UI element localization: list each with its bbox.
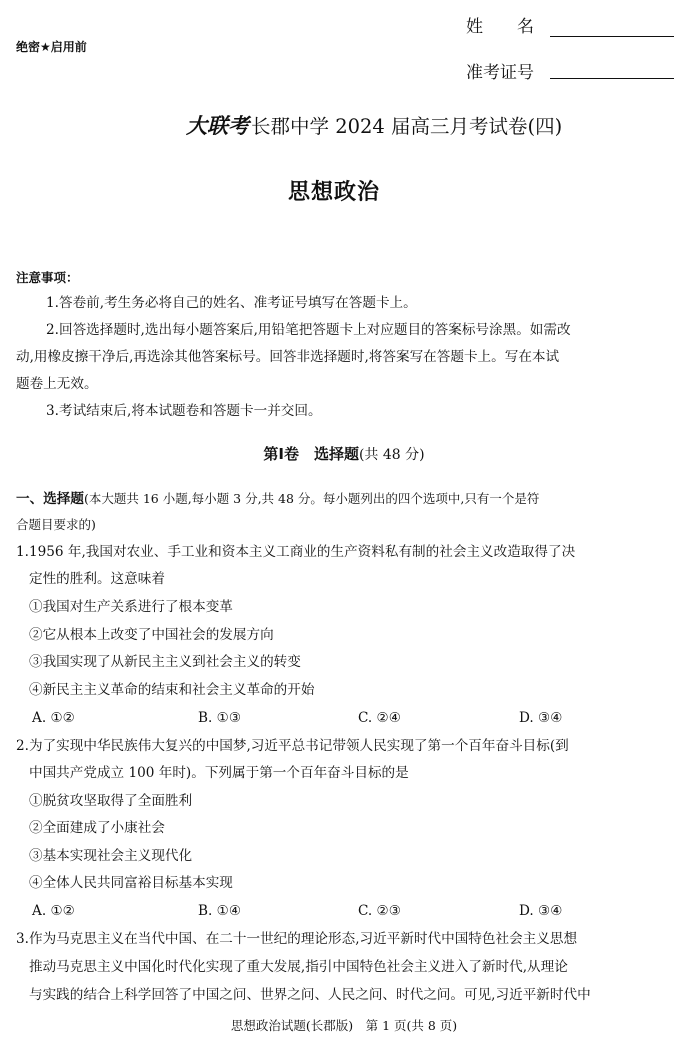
name-label: 姓 名: [466, 17, 534, 37]
question-item: ④全体人民共同富裕目标基本实现: [29, 875, 233, 891]
question-item: ③我国实现了从新民主主义到社会主义的转变: [29, 654, 301, 670]
exam-id-label: 准考证号: [466, 63, 534, 83]
exam-title: [186, 110, 562, 140]
question-stem: 中国共产党成立 100 年时)。下列属于第一个百年奋斗目标的是: [29, 765, 409, 781]
question-item: ③基本实现社会主义现代化: [29, 848, 193, 864]
part-lead: 一、选择题: [16, 491, 84, 507]
notes-line: 3.考试结束后,将本试题卷和答题卡一并交回。: [46, 403, 322, 419]
notes-line: 2.回答选择题时,选出每小题答案后,用铅笔把答题卡上对应题目的答案标号涂黑。如需改: [46, 322, 571, 338]
answer-option: A. ①②: [32, 903, 75, 919]
notes-heading: 注意事项：: [16, 270, 79, 285]
part-intro: [16, 485, 539, 513]
question-item: ④新民主主义革命的结束和社会主义革命的开始: [29, 682, 315, 698]
name-field[interactable]: [550, 36, 674, 37]
question-stem: 与实践的结合上科学回答了中国之问、世界之问、人民之问、时代之问。可见,习近平新时代中: [29, 987, 591, 1003]
question-item: ①脱贫攻坚取得了全面胜利: [29, 793, 193, 809]
question-item: ②全面建成了小康社会: [29, 820, 165, 836]
answer-option: C. ②④: [358, 710, 401, 726]
question-stem: 2.为了实现中华民族伟大复兴的中国梦,习近平总书记带领人民实现了第一个百年奋斗目标(到: [16, 738, 569, 754]
question-stem: 1.1956 年,我国对农业、手工业和资本主义工商业的生产资料私有制的社会主义改造取得了决: [16, 544, 576, 560]
page-footer: 思想政治试题(长郡版) 第 1 页(共 8 页): [230, 1018, 458, 1033]
question-stem: 定性的胜利。这意味着: [29, 571, 165, 587]
confidential-label: 绝密★启用前: [16, 40, 87, 54]
subject-title: 思想政治: [288, 180, 381, 205]
answer-option: C. ②③: [358, 903, 401, 919]
section-title-text: 第Ⅰ卷 选择题: [263, 445, 359, 463]
answer-option: D. ③④: [519, 903, 563, 919]
notes-line: 动,用橡皮擦干净后,再选涂其他答案标号。回答非选择题时,将答案写在答题卡上。写在本试: [16, 349, 560, 365]
answer-option: D. ③④: [519, 710, 563, 726]
section-title-sub: (共 48 分): [358, 447, 425, 463]
exam-title-text: 长郡中学 2024 届高三月考试卷(四): [251, 115, 563, 138]
question-stem: 3.作为马克思主义在当代中国、在二十一世纪的理论形态,习近平新时代中国特色社会主义思想: [16, 931, 578, 947]
answer-option: B. ①③: [198, 710, 242, 726]
question-item: ①我国对生产关系进行了根本变革: [29, 599, 233, 615]
answer-option: A. ①②: [32, 710, 75, 726]
part-note: (本大题共 16 小题,每小题 3 分,共 48 分。每小题列出的四个选项中,只有一个是符: [83, 491, 540, 506]
brand-logo: 大联考: [186, 113, 249, 138]
exam-id-field[interactable]: [550, 78, 674, 79]
notes-line: 题卷上无效。: [16, 376, 98, 392]
part-note-continued: 合题目要求的): [16, 517, 96, 532]
question-stem: 推动马克思主义中国化时代化实现了重大发展,指引中国特色社会主义进入了新时代,从理论: [29, 959, 568, 975]
answer-option: B. ①④: [198, 903, 242, 919]
question-item: ②它从根本上改变了中国社会的发展方向: [29, 627, 274, 643]
section-title: [0, 443, 688, 464]
notes-line: 1.答卷前,考生务必将自己的姓名、准考证号填写在答题卡上。: [46, 295, 417, 311]
